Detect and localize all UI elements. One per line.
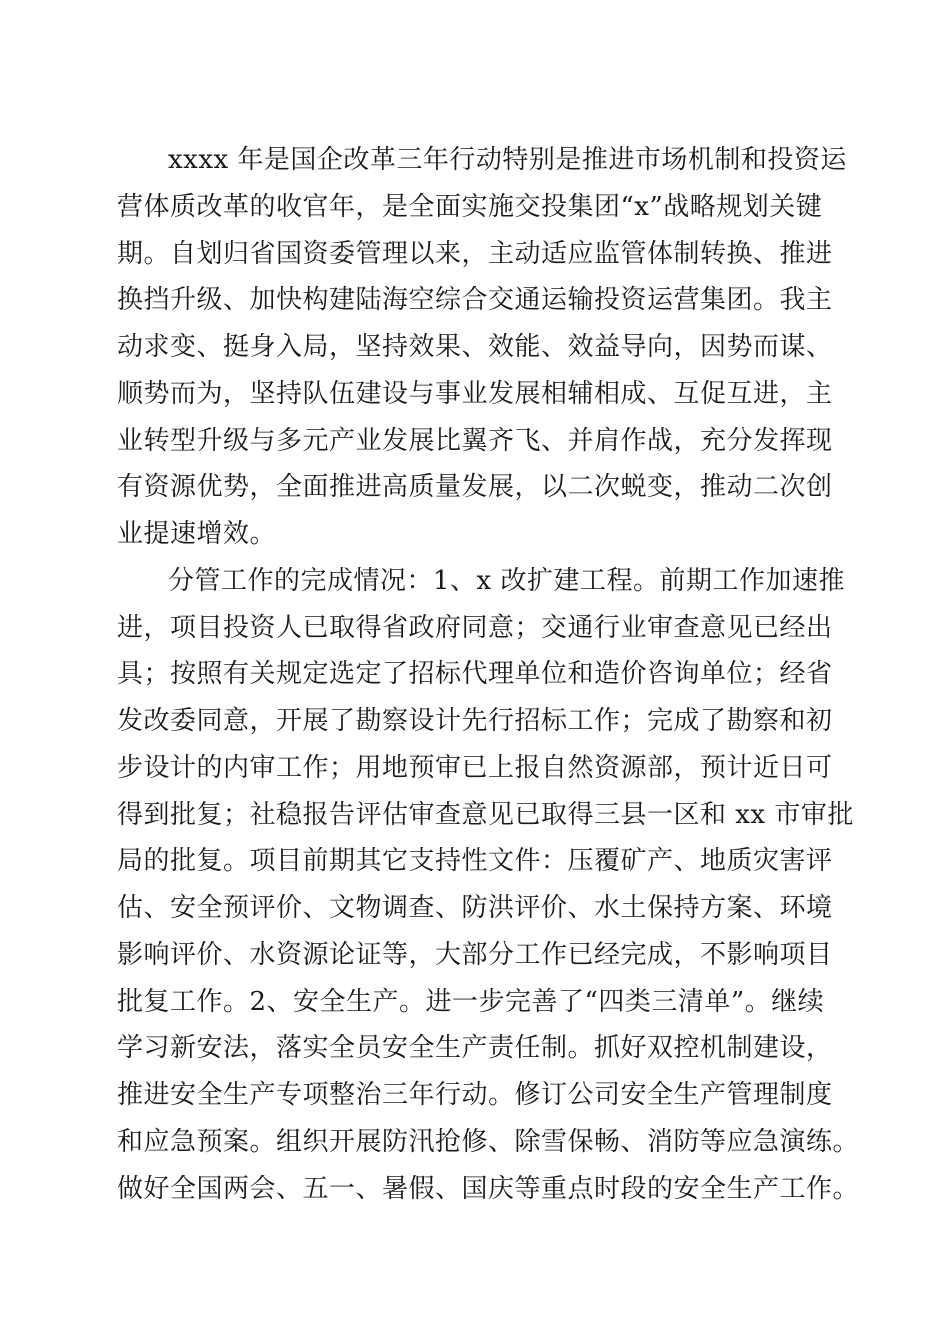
paragraph-1-line: 顺势而为，坚持队伍建设与事业发展相辅相成、互促互进，主 <box>117 379 833 409</box>
paragraph-1-line: 动求变、挺身入局，坚持效果、效能、效益导向，因势而谋、 <box>117 332 833 362</box>
paragraph-2-line: 分管工作的完成情况：1、x 改扩建工程。前期工作加速推 <box>168 566 845 596</box>
paragraph-1-line: 业提速增效。 <box>117 519 277 549</box>
paragraph-2-line: 和应急预案。组织开展防汛抢修、除雪保畅、消防等应急演练。 <box>117 1127 860 1157</box>
paragraph-2-line: 推进安全生产专项整治三年行动。修订公司安全生产管理制度 <box>117 1080 833 1110</box>
paragraph-1-line: xxxx 年是国企改革三年行动特别是推进市场机制和投资运 <box>168 145 847 175</box>
paragraph-1-line: 业转型升级与多元产业发展比翼齐飞、并肩作战，充分发挥现 <box>117 426 833 456</box>
paragraph-2-line: 发改委同意，开展了勘察设计先行招标工作；完成了勘察和初 <box>117 706 833 736</box>
paragraph-1-line: 有资源优势，全面推进高质量发展，以二次蜕变，推动二次创 <box>117 472 833 502</box>
paragraph-1-line: 换挡升级、加快构建陆海空综合交通运输投资运营集团。我主 <box>117 285 833 315</box>
paragraph-2-line: 估、安全预评价、文物调查、防洪评价、水土保持方案、环境 <box>117 893 833 923</box>
paragraph-2-line: 得到批复；社稳报告评估审查意见已取得三县一区和 xx 市审批 <box>117 800 854 830</box>
paragraph-2-line: 做好全国两会、五一、暑假、国庆等重点时段的安全生产工作。 <box>117 1174 860 1204</box>
paragraph-1-line: 营体质改革的收官年，是全面实施交投集团“x”战略规划关键 <box>117 192 823 222</box>
paragraph-2-line: 步设计的内审工作；用地预审已上报自然资源部，预计近日可 <box>117 753 833 783</box>
paragraph-2-line: 局的批复。项目前期其它支持性文件：压覆矿产、地质灾害评 <box>117 846 833 876</box>
paragraph-2-line: 批复工作。2、安全生产。进一步完善了“四类三清单”。继续 <box>117 987 825 1017</box>
paragraph-2-line: 学习新安法，落实全员安全生产责任制。抓好双控机制建设， <box>117 1033 833 1063</box>
paragraph-2-line: 进，项目投资人已取得省政府同意；交通行业审查意见已经出 <box>117 613 833 643</box>
paragraph-1-line: 期。自划归省国资委管理以来，主动适应监管体制转换、推进 <box>117 239 833 269</box>
paragraph-2-line: 影响评价、水资源论证等，大部分工作已经完成，不影响项目 <box>117 940 833 970</box>
paragraph-2-line: 具；按照有关规定选定了招标代理单位和造价咨询单位；经省 <box>117 659 833 689</box>
